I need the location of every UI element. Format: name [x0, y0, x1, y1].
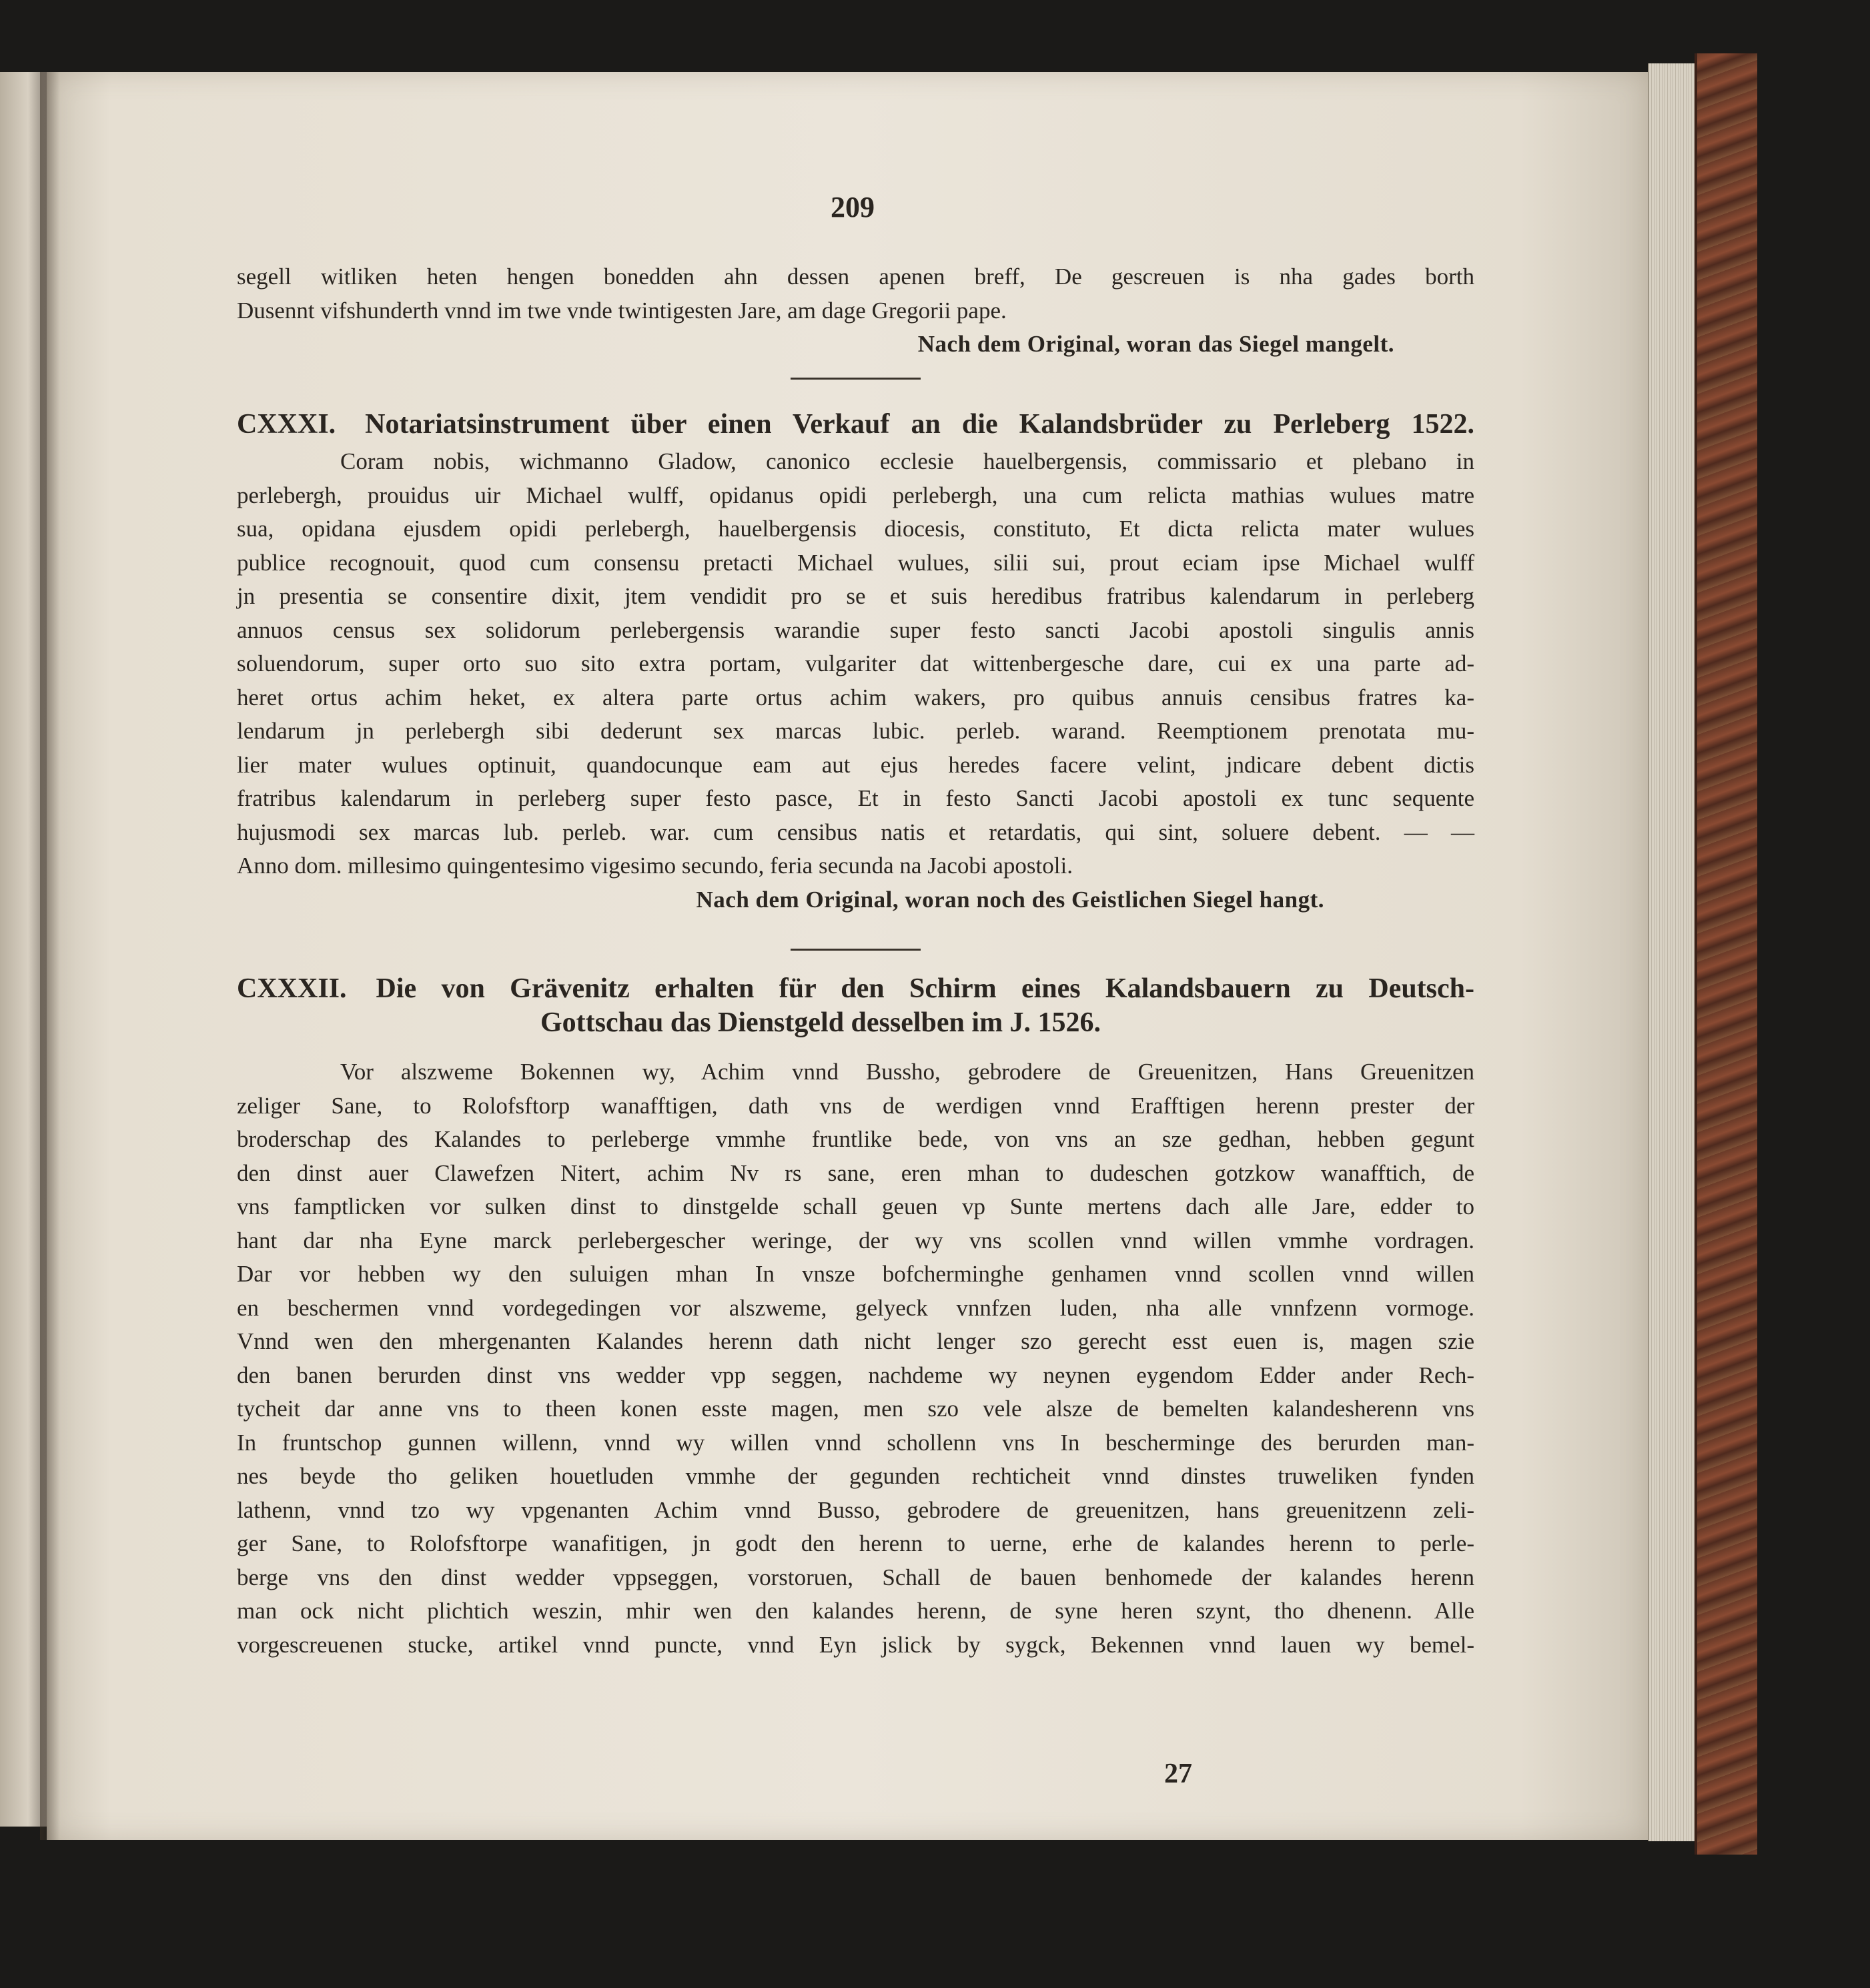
text-line: hujusmodi sex marcas lub. perleb. war. cum censibus natis et retardatis, qui sint, soluere debent. — —	[237, 819, 1474, 845]
text-line: heret ortus achim heket, ex altera parte ortus achim wakers, pro quibus annuis censibus fratres ka-	[237, 684, 1474, 710]
section-heading-continued	[237, 1006, 1474, 1040]
text-line: jn presentia se consentire dixit, jtem vendidit pro se et suis heredibus fratribus kalendarum in perleberg	[237, 583, 1474, 609]
text-line: ger Sane, to Rolofsftorpe wanafitigen, jn godt den herenn to uerne, erhe de kalandes herenn to perle-	[237, 1530, 1474, 1556]
text-line: fratribus kalendarum in perleberg super festo pasce, Et in festo Sancti Jacobi apostoli ex tunc sequente	[237, 785, 1474, 811]
section-title-line-1: Die von Grävenitz erhalten für den Schirm eines Kalandsbauern zu Deutsch-	[376, 973, 1474, 1004]
text-line: sua, opidana ejusdem opidi perlebergh, hauelbergensis diocesis, constituto, Et dicta relicta mater wulues	[237, 516, 1474, 542]
text-line: den banen berurden dinst vns wedder vpp seggen, nachdeme wy neynen eygendom Edder ander Rech-	[237, 1362, 1474, 1388]
text-line: Dar vor hebben wy den suluigen mhan In vnsze bofcherminghe genhamen vnnd scollen vnnd willen	[237, 1261, 1474, 1287]
text-line: en beschermen vnnd vordegedingen vor alszweme, gelyeck vnnfzen luden, nha alle vnnfzenn vormoge.	[237, 1294, 1474, 1321]
text-line: tycheit dar anne vns to theen konen esste magen, men szo vele alsze de bemelten kalandesherenn vns	[237, 1396, 1474, 1422]
page-text	[237, 187, 1474, 1662]
section-heading	[237, 972, 1474, 1006]
text-line: In fruntschop gunnen willenn, vnnd wy willen vnnd schollenn vns In bescherminge des berurden man-	[237, 1429, 1474, 1456]
section-132	[237, 972, 1474, 1662]
text-line: perlebergh, prouidus uir Michael wulff, opidanus opidi perlebergh, una cum relicta mathias wulues matre	[237, 482, 1474, 508]
text-line: hant dar nha Eyne marck perlebergescher weringe, der wy vns scollen vnnd willen vmmhe vordragen.	[237, 1227, 1474, 1254]
text-line: Vor alszweme Bokennen wy, Achim vnnd Bussho, gebrodere de Greuenitzen, Hans Greuenitzen	[340, 1059, 1474, 1085]
text-line: den dinst auer Clawefzen Nitert, achim Nv rs sane, eren mhan to dudeschen gotzkow wanafftich, de	[237, 1159, 1474, 1186]
section-title: Notariatsinstrument über einen Verkauf an die Kalandsbrüder zu Perleberg 1522.	[365, 408, 1474, 440]
source-note: Nach dem Original, woran noch des Geistlichen Siegel hangt.	[696, 886, 1324, 913]
text-line: berge vns den dinst wedder vppseggen, vorstoruen, Schall de bauen benhomede der kalandes herenn	[237, 1564, 1474, 1590]
section-131	[237, 408, 1474, 917]
section-number: CXXXII.	[237, 973, 347, 1004]
source-note: Nach dem Original, woran das Siegel mangelt.	[917, 331, 1394, 357]
section-body	[237, 1055, 1474, 1662]
book-cover-edge	[1695, 53, 1757, 1855]
text-line: lendarum jn perlebergh sibi dederunt sex marcas lubic. perleb. warand. Reemptionem prenotata mu-	[237, 718, 1474, 744]
text-line: annuos census sex solidorum perlebergensis warandie super festo sancti Jacobi apostoli singulis annis	[237, 616, 1474, 643]
text-line: man ock nicht plichtich weszin, mhir wen den kalandes herenn, de syne heren szynt, tho dhenenn. Alle	[237, 1598, 1474, 1624]
section-number: CXXXI.	[237, 408, 336, 440]
section-title-line-2: Gottschau das Dienstgeld desselben im J. 1526.	[540, 1007, 1101, 1038]
text-line: Coram nobis, wichmanno Gladow, canonico ecclesie hauelbergensis, commissario et plebano in	[340, 448, 1474, 474]
page-edges	[1648, 63, 1699, 1841]
text-line: segell witliken heten hengen bonedden ahn dessen apenen breff, De gescreuen is nha gades borth	[237, 264, 1474, 290]
text-line: zeliger Sane, to Rolofsftorp wanafftigen, dath vns de werdigen vnnd Erafftigen herenn prester der	[237, 1092, 1474, 1119]
text-line: vorgescreuenen stucke, artikel vnnd puncte, vnnd Eyn jslick by sygck, Bekennen vnnd lauen wy bemel-	[237, 1631, 1474, 1658]
text-line: nes beyde tho geliken houetluden vmmhe der gegunden rechticheit vnnd dinstes truweliken fynden	[237, 1463, 1474, 1489]
text-line: Vnnd wen den mhergenanten Kalandes herenn dath nicht lenger szo gerecht esst euen is, magen szie	[237, 1328, 1474, 1354]
section-divider	[791, 378, 921, 380]
text-line: vns famptlicken vor sulken dinst to dinstgelde schall geuen vp Sunte mertens dach alle Jare, edder to	[237, 1193, 1474, 1219]
signature-mark: 27	[1164, 1759, 1192, 1789]
text-line: lathenn, vnnd tzo wy vpgenanten Achim vnnd Busso, gebrodere de greuenitzen, hans greuenitzenn zeli-	[237, 1496, 1474, 1523]
text-line: broderschap des Kalandes to perleberge vmmhe fruntlike bede, von vns an sze gedhan, hebben gegunt	[237, 1126, 1474, 1152]
page-gutter-shadow	[40, 72, 60, 1840]
text-line: Dusennt vifshunderth vnnd im twe vnde twintigesten Jare, am dage Gregorii pape.	[237, 297, 1007, 324]
text-line: lier mater wulues optinuit, quandocunque eam aut ejus heredes facere velint, jndicare debent dictis	[237, 751, 1474, 778]
page-number: 209	[831, 191, 875, 223]
section-heading	[237, 408, 1474, 442]
text-line: soluendorum, super orto suo sito extra portam, vulgariter dat wittenbergesche dare, cui ex una parte ad-	[237, 650, 1474, 676]
top-fragment	[237, 260, 1474, 362]
text-line: Anno dom. millesimo quingentesimo vigesimo secundo, feria secunda na Jacobi apostoli.	[237, 853, 1073, 879]
section-divider	[791, 949, 921, 951]
text-line: publice recognouit, quod cum consensu pretacti Michael wulues, silii sui, prout eciam ipse Michael wulff	[237, 549, 1474, 576]
section-body	[237, 445, 1474, 917]
